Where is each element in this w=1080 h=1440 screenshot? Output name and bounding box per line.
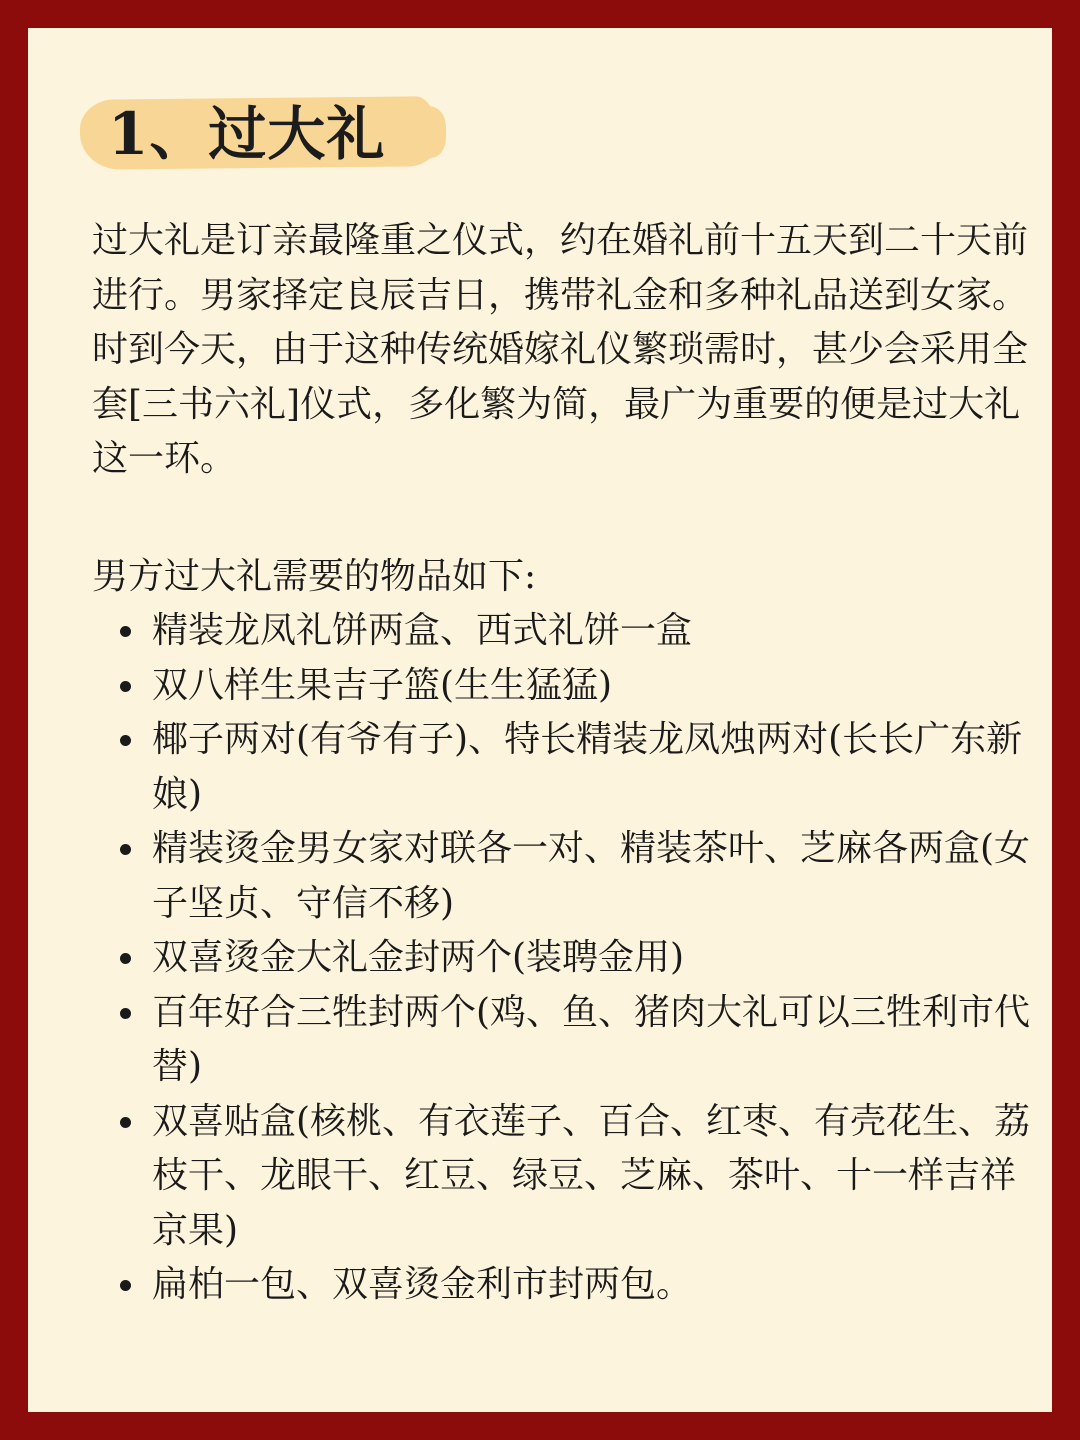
intro-line: 过大礼是订亲最隆重之仪式，约在婚礼前十五天到二十天前	[92, 220, 1029, 261]
list-item	[110, 931, 1020, 986]
list-heading: 男方过大礼需要的物品如下:	[92, 556, 537, 597]
list-item-line: 精装烫金男女家对联各一对、精装茶叶、芝麻各两盒(女	[152, 828, 1031, 869]
bullet-icon	[120, 1117, 131, 1128]
list-item-line: 扁柏一包、双喜烫金利市封两包。	[152, 1264, 693, 1305]
intro-paragraph	[92, 214, 1029, 487]
bullet-icon	[120, 953, 131, 964]
list-item-line: 百年好合三牲封两个(鸡、鱼、猪肉大礼可以三牲利市代	[152, 991, 1031, 1033]
bullet-icon	[120, 1280, 131, 1291]
list-item	[110, 604, 1020, 659]
list-item-line: 娘)	[152, 773, 203, 815]
bullet-icon	[120, 1008, 131, 1019]
list-item-line: 子坚贞、守信不移)	[152, 882, 455, 924]
gift-item-list	[110, 604, 1031, 1313]
list-item-line: 替)	[152, 1046, 203, 1087]
list-item-line: 双喜贴盒(核桃、有衣莲子、百合、红枣、有壳花生、荔	[152, 1100, 1031, 1142]
list-item	[110, 1095, 1031, 1259]
bullet-icon	[120, 681, 131, 692]
list-item	[110, 1258, 1020, 1313]
list-item	[110, 713, 1023, 822]
bullet-icon	[120, 626, 131, 637]
list-item-line: 双八样生果吉子篮(生生猛猛)	[152, 664, 613, 706]
intro-line: 套[三书六礼]仪式，多化繁为简，最广为重要的便是过大礼	[92, 383, 1021, 425]
list-item-line: 椰子两对(有爷有子)、特长精装龙凤烛两对(长长广东新	[152, 719, 1023, 760]
list-item	[110, 986, 1031, 1095]
list-item-line: 精装龙凤礼饼两盒、西式礼饼一盒	[152, 610, 693, 651]
bullet-icon	[120, 735, 131, 746]
list-item-line: 双喜烫金大礼金封两个(装聘金用)	[152, 937, 685, 978]
intro-line: 时到今天，由于这种传统婚嫁礼仪繁琐需时，甚少会采用全	[92, 329, 1029, 370]
list-item-line: 京果)	[152, 1209, 239, 1251]
page-title: 1、过大礼	[108, 100, 386, 168]
title-block	[80, 90, 440, 180]
list-item	[110, 822, 1031, 931]
list-item-line: 枝干、龙眼干、红豆、绿豆、芝麻、茶叶、十一样吉祥	[152, 1155, 1017, 1196]
list-item	[110, 659, 1020, 714]
bullet-icon	[120, 844, 131, 855]
intro-line: 这一环。	[92, 438, 237, 479]
intro-line: 进行。男家择定良辰吉日，携带礼金和多种礼品送到女家。	[92, 274, 1029, 316]
